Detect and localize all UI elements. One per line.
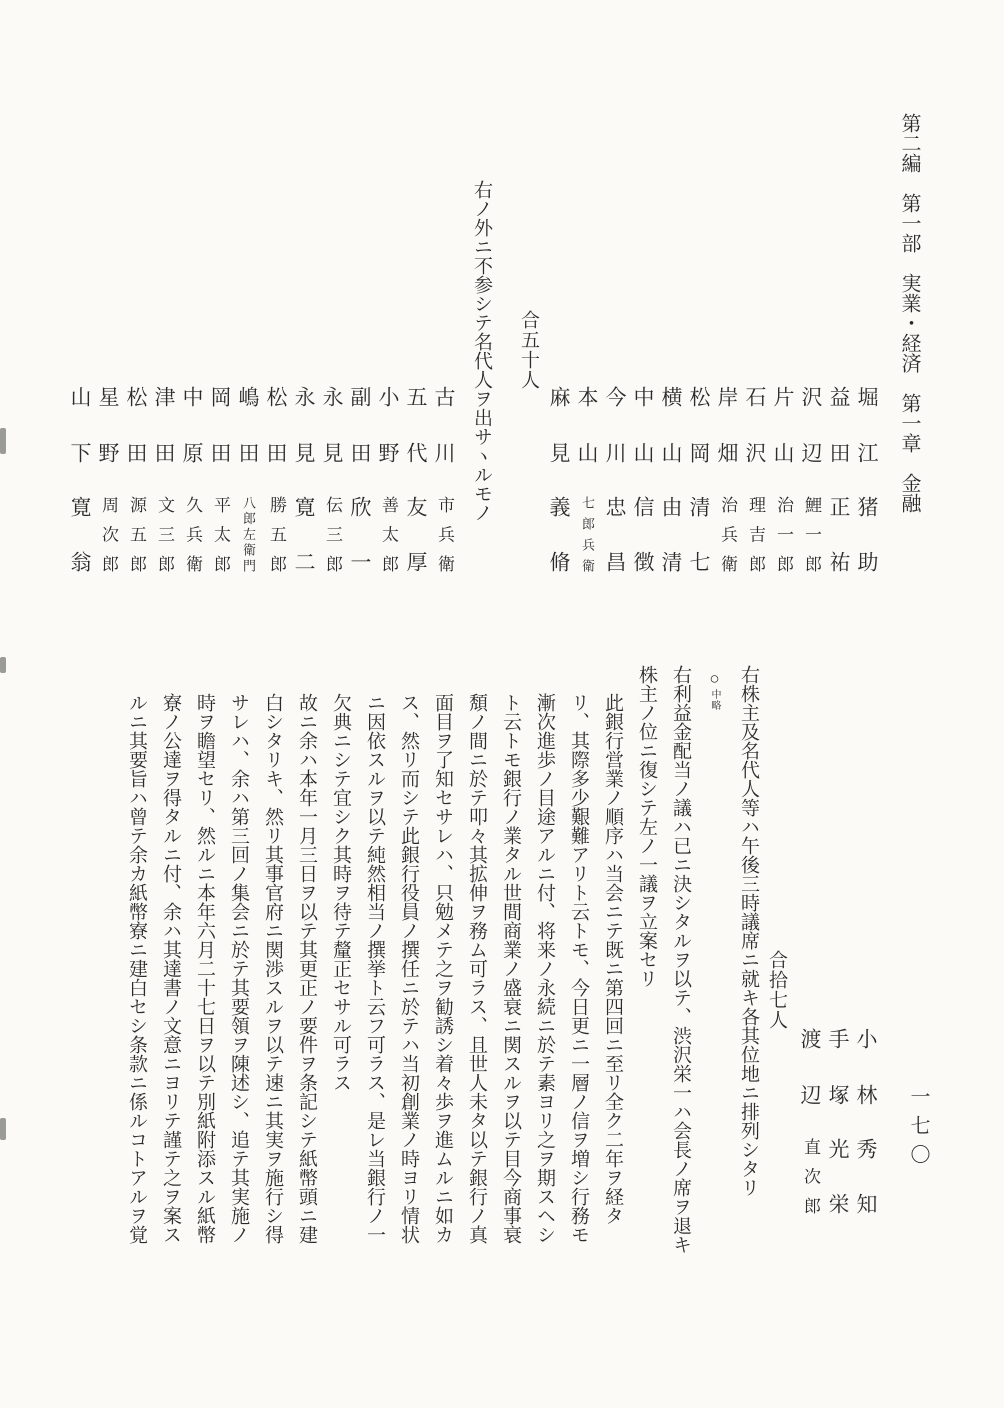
text-column: 白シタリキ、然リ其事官府ニ関渉スルヲ以テ速ニ其実ヲ施行シ得 (262, 693, 283, 1244)
family-name: 片山 (771, 386, 795, 463)
family-name: 星野 (96, 386, 120, 463)
given-name: 文三郎 (155, 496, 174, 572)
omission-mark (704, 665, 724, 711)
given-name: 義脩 (547, 496, 571, 572)
family-name: 渡辺 (798, 1028, 822, 1105)
family-name: 堀江 (855, 386, 879, 463)
body-text (92, 665, 758, 1285)
person-name (210, 386, 230, 578)
text-column: 株主ノ位ニ復シテ左ノ一議ヲ立案セリ (636, 665, 657, 988)
absent-list-continued (800, 1028, 876, 1220)
given-name: 善太郎 (379, 496, 398, 572)
family-name: 津田 (152, 386, 176, 463)
person-name (549, 386, 569, 578)
given-name: 信徴 (631, 496, 655, 572)
given-name: 久兵衛 (183, 496, 202, 572)
person-name (98, 386, 118, 578)
family-name: 松田 (264, 386, 288, 463)
given-name: 寛二 (292, 496, 316, 572)
text-column: ト云トモ銀行ノ業タル世間商業ノ盛衰ニ関スルヲ以テ目今商事衰 (500, 693, 521, 1244)
given-name: 清七 (687, 496, 711, 572)
person-name (266, 386, 286, 578)
person-name (434, 386, 454, 578)
text-column: 寮ノ公達ヲ得タルニ付、余ハ其達書ノ文意ニヨリテ謹テ之ヲ案ス (160, 693, 181, 1244)
chapter-header: 第二編 第一部 実業・経済 第一章 金融 (898, 113, 920, 513)
given-name: 欣一 (348, 496, 372, 572)
person-name (577, 386, 597, 578)
given-name: 治一郎 (774, 496, 793, 572)
scan-artifact (0, 657, 6, 673)
given-name: 猪助 (855, 496, 879, 572)
person-name (238, 386, 258, 578)
person-name (661, 386, 681, 578)
family-name: 嶋田 (236, 386, 260, 463)
text-column: 右利益金配当ノ議ハ已ニ決シタルヲ以テ、渋沢栄一ハ会長ノ席ヲ退キ (670, 665, 691, 1254)
text-column: ニ因依スルヲ以テ純然相当ノ撰挙ト云フ可ラス、是レ当銀行ノ一 (364, 693, 385, 1244)
person-name (829, 386, 849, 578)
family-name: 古川 (432, 386, 456, 463)
person-name (378, 386, 398, 578)
family-name: 岡田 (208, 386, 232, 463)
given-name: 光栄 (826, 1138, 850, 1214)
given-name: 市兵衛 (435, 496, 454, 572)
family-name: 小野 (376, 386, 400, 463)
family-name: 石沢 (743, 386, 767, 463)
total-seventeen-label: 合拾七人 (766, 950, 787, 1030)
given-name: 鯉一郎 (802, 496, 821, 572)
text-column: サレハ、余ハ第三回ノ集会ニ於テ其要領ヲ陳述シ、追テ其実施ノ (228, 693, 249, 1244)
text-column: 頽ノ間ニ於テ叩々其拡伸ヲ務ム可ラス、且世人未タ以テ銀行ノ真 (466, 693, 487, 1244)
given-name: 正祐 (827, 496, 851, 572)
person-name (70, 386, 90, 578)
given-name: 理吉郎 (746, 496, 765, 572)
family-name: 手塚 (826, 1028, 850, 1105)
text-column: 此銀行営業ノ順序ハ当会ニテ既ニ第四回ニ至リ全ク二年ヲ経タ (602, 693, 623, 1225)
family-name: 今川 (603, 386, 627, 463)
person-name (856, 1028, 876, 1220)
given-name: 寛翁 (68, 496, 92, 572)
family-name: 岸畑 (715, 386, 739, 463)
text-column: 漸次進歩ノ目途アルニ付、将来ノ永続ニ於テ素ヨリ之ヲ期スヘシ (534, 693, 555, 1244)
given-name: 治兵衛 (718, 496, 737, 572)
text-column: 面目ヲ了知セサレハ、只勉メテ之ヲ勧誘シ着々歩ヲ進ムルニ如カ (432, 693, 453, 1244)
text-column: リ、其際多少艱難アリト云トモ、今日更ニ一層ノ信ヲ増シ行務モ (568, 693, 589, 1244)
person-name (800, 1028, 820, 1220)
person-name (801, 386, 821, 578)
person-name (689, 386, 709, 578)
person-name (182, 386, 202, 578)
omission-label: 中略 (709, 689, 720, 711)
person-name (745, 386, 765, 578)
given-name: 周次郎 (99, 496, 118, 572)
family-name: 松田 (124, 386, 148, 463)
scan-artifact (0, 1118, 6, 1140)
given-name: 源五郎 (127, 496, 146, 572)
text-column: ルニ其要旨ハ曾テ余カ紙幣寮ニ建白セシ条款ニ係ルコトアルヲ覚 (126, 693, 147, 1244)
person-name (294, 386, 314, 578)
given-name: 秀知 (854, 1138, 878, 1214)
family-name: 中山 (631, 386, 655, 463)
person-name (605, 386, 625, 578)
person-name (126, 386, 146, 578)
text-column: 右株主及名代人等ハ午後三時議席ニ就キ各其位地ニ排列シタリ (738, 665, 759, 1197)
text-column: 時ヲ瞻望セリ、然ルニ本年六月二十七日ヲ以テ別紙附添スル紙幣 (194, 693, 215, 1244)
scan-artifact (0, 428, 6, 454)
given-name: 七郎兵衛 (580, 496, 595, 572)
family-name: 沢辺 (799, 386, 823, 463)
given-name: 友厚 (404, 496, 428, 572)
attendee-list-tail (549, 386, 877, 578)
absent-list (70, 386, 454, 578)
person-name (154, 386, 174, 578)
given-name: 直次郎 (801, 1138, 820, 1214)
page-number: 一七〇 (907, 1086, 929, 1173)
person-name (857, 386, 877, 578)
given-name: 由清 (659, 496, 683, 572)
text-column: 欠典ニシテ宜シク其時ヲ待テ釐正セサル可ラス (330, 693, 351, 1092)
family-name: 益田 (827, 386, 851, 463)
person-name (717, 386, 737, 578)
family-name: 本山 (575, 386, 599, 463)
family-name: 永見 (320, 386, 344, 463)
absent-note: 右ノ外ニ不参シテ名代人ヲ出サヽルモノ (471, 180, 492, 522)
family-name: 横山 (659, 386, 683, 463)
person-name (828, 1028, 848, 1220)
family-name: 五代 (404, 386, 428, 463)
text-column: ス、然リ而シテ此銀行役員ノ撰任ニ於テハ当初創業ノ時ヨリ情状 (398, 693, 419, 1244)
family-name: 副田 (348, 386, 372, 463)
given-name: 平太郎 (211, 496, 230, 572)
text-column: 故ニ余ハ本年一月三日ヲ以テ其更正ノ要件ヲ条記シテ紙幣頭ニ建 (296, 693, 317, 1244)
family-name: 小林 (854, 1028, 878, 1105)
family-name: 麻見 (547, 386, 571, 463)
person-name (406, 386, 426, 578)
family-name: 永見 (292, 386, 316, 463)
circle-icon: ○ (705, 669, 724, 688)
family-name: 山下 (68, 386, 92, 463)
family-name: 松岡 (687, 386, 711, 463)
family-name: 中原 (180, 386, 204, 463)
person-name (773, 386, 793, 578)
person-name (350, 386, 370, 578)
given-name: 忠昌 (603, 496, 627, 572)
person-name (322, 386, 342, 578)
total-fifty-label: 合五十人 (518, 310, 539, 390)
given-name: 勝五郎 (267, 496, 286, 572)
given-name: 伝三郎 (323, 496, 342, 572)
given-name: 八郎左衛門 (241, 496, 256, 572)
person-name (633, 386, 653, 578)
